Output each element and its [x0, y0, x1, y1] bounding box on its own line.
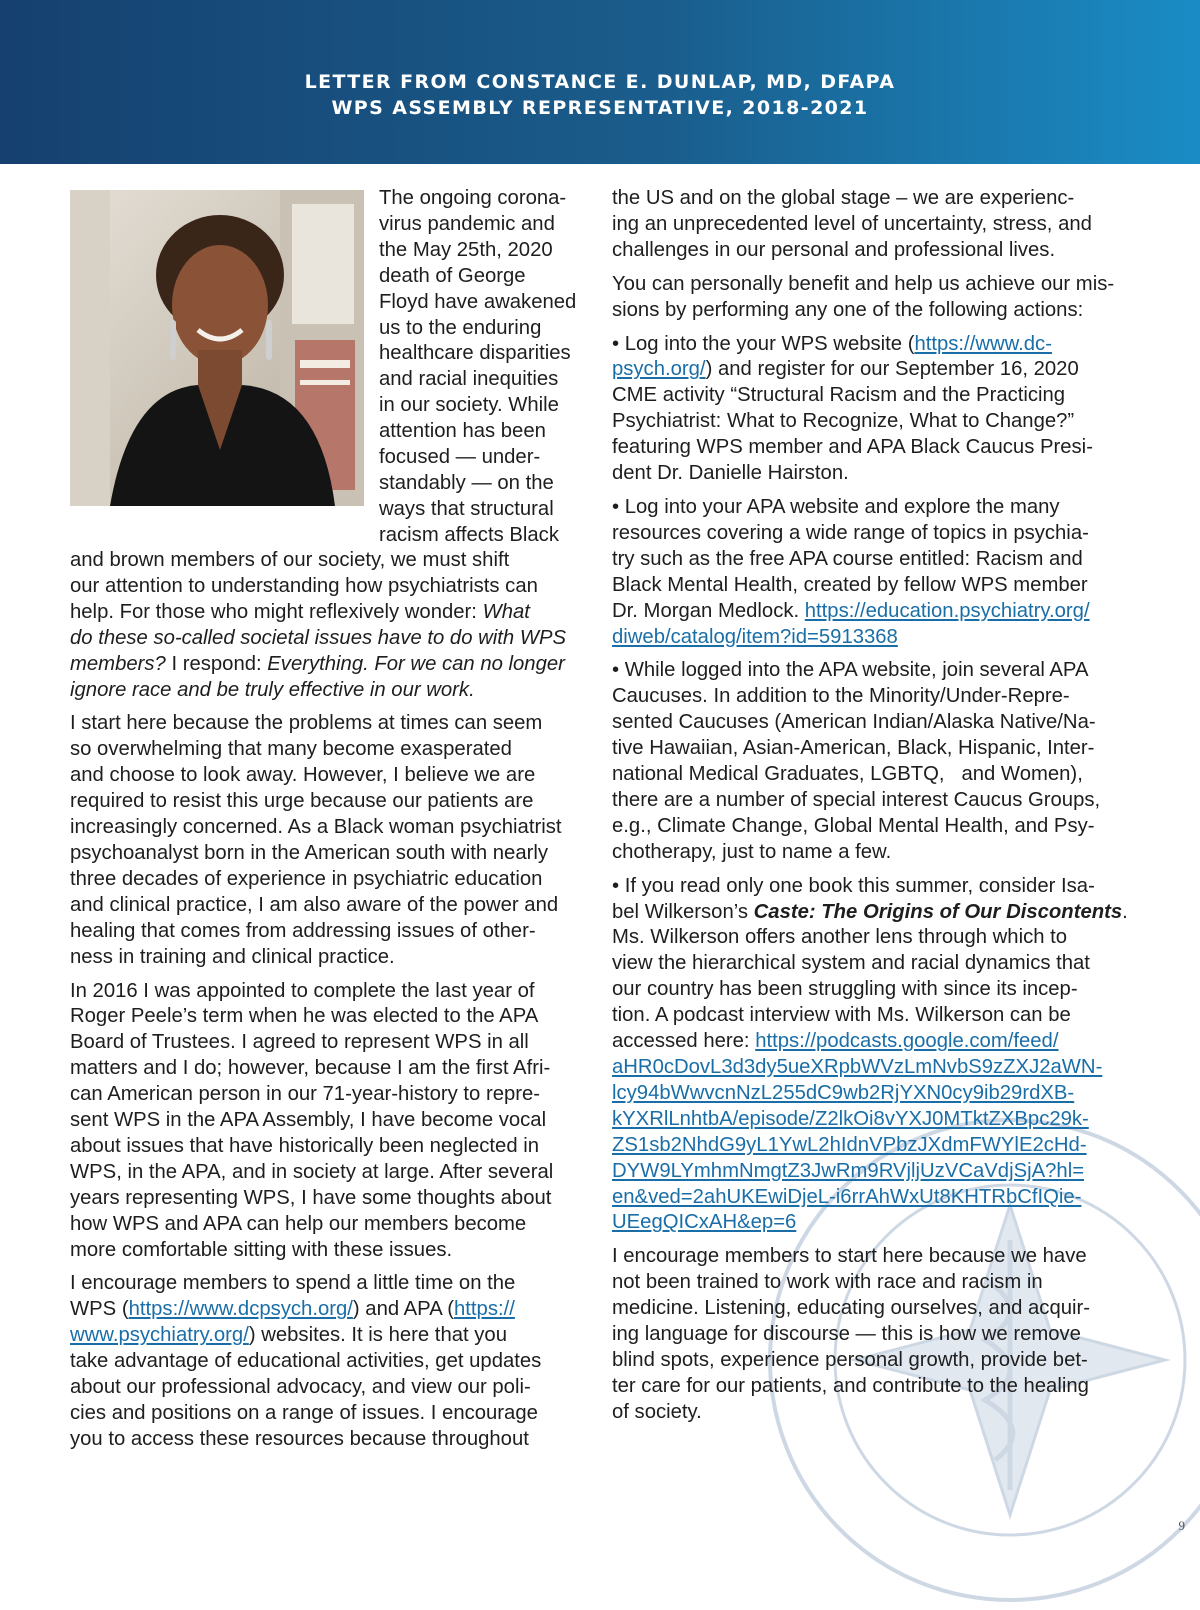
paragraph-4 [70, 1271, 595, 1452]
podcast-link[interactable]: ZS1sb2NhdG9yL1YwL2hIdnVPbzJXdmFWYlE2cHd- [612, 1133, 1087, 1156]
bullet-caucuses [612, 658, 1132, 865]
text-line: featuring WPS member and APA Black Caucus Presi- [612, 436, 1093, 459]
text-line: take advantage of educational activities, get updates [70, 1350, 542, 1373]
text-line: and clinical practice, I am also aware of the power and [70, 893, 559, 916]
intro-text-beside-photo [379, 186, 604, 549]
text-line: sented Caucuses (American Indian/Alaska Native/Na- [612, 711, 1096, 734]
text-line: psych.org/) and register for our September 16, 2020 [612, 358, 1079, 381]
podcast-link[interactable]: lcy94bWwvcnNzL255dC9wb2RjYXN0cy9ib29rdXB- [612, 1081, 1075, 1104]
text-line: Roger Peele’s term when he was elected to the APA [70, 1005, 539, 1028]
text-line: chotherapy, just to name a few. [612, 840, 892, 863]
apa-website-link[interactable]: www.psychiatry.org/ [70, 1324, 249, 1347]
intro-line: focused — under- [379, 446, 541, 469]
podcast-link[interactable]: UEegQICxAH&ep=6 [612, 1211, 797, 1234]
intro-line: and racial inequities [379, 368, 559, 391]
paragraph-1 [70, 548, 595, 703]
text-line: try such as the free APA course entitled: Racism and [612, 547, 1083, 570]
page-number: 9 [1178, 1518, 1185, 1533]
text-line: tive Hawaiian, Asian-American, Black, Hispanic, Inter- [612, 737, 1095, 760]
podcast-link[interactable]: DYW9LYmhmNmgtZ3JwRm9RVjljUzVCaVdjSjA?hl= [612, 1159, 1085, 1182]
apa-course-link[interactable]: https://education.psychiatry.org/ [804, 599, 1090, 622]
text-line: Psychiatrist: What to Recognize, What to Change?” [612, 410, 1075, 433]
podcast-link[interactable]: https://podcasts.google.com/feed/ [755, 1030, 1059, 1053]
question-text: do these so-called societal issues have to do with WPS [70, 626, 567, 649]
text-line: Ms. Wilkerson offers another lens through which to [612, 926, 1068, 949]
intro-line: healthcare disparities [379, 342, 571, 365]
text-line: and choose to look away. However, I believe we are [70, 764, 536, 787]
text-line: e.g., Climate Change, Global Mental Health, and Psy- [612, 814, 1095, 837]
question-text: members? [70, 652, 166, 675]
intro-line: virus pandemic and [379, 212, 555, 235]
text-line: Board of Trustees. I agreed to represent WPS in all [70, 1031, 529, 1054]
paragraph-3 [70, 979, 595, 1264]
text-line: I encourage members to spend a little time on the [70, 1272, 516, 1295]
text-line: • While logged into the APA website, join several APA [612, 659, 1089, 682]
intro-line: standably — on the [379, 471, 554, 494]
bullet-apa-resources [612, 495, 1132, 650]
text-line: how WPS and APA can help our members become [70, 1212, 527, 1235]
text-line: Black Mental Health, created by fellow WPS member [612, 573, 1088, 596]
text-line: WPS (https://www.dcpsych.org/) and APA (https:// [70, 1298, 515, 1321]
question-text: What [482, 600, 530, 623]
text-line: matters and I do; however, because I am the first Afri- [70, 1057, 551, 1080]
text-line: ter care for our patients, and contribute to the healing [612, 1374, 1089, 1397]
podcast-link[interactable]: en&ved=2ahUKEwiDjeL-i6rrAhWxUt8KHTRbCfIQie- [612, 1185, 1082, 1208]
text-line: Caucuses. In addition to the Minority/Under-Repre- [612, 685, 1070, 708]
apa-website-link[interactable]: https:// [454, 1298, 515, 1321]
intro-line: attention has been [379, 420, 546, 443]
intro-line: death of George [379, 264, 526, 287]
left-column [70, 548, 595, 1461]
intro-line: Floyd have awakened [379, 290, 577, 313]
text-line: ing language for discourse — this is how we remove [612, 1323, 1081, 1346]
book-title: Caste: The Origins of Our Discontents [753, 900, 1123, 923]
text-line: not been trained to work with race and racism in [612, 1271, 1043, 1294]
text-line: blind spots, experience personal growth, provide bet- [612, 1348, 1088, 1371]
intro-line: racism affects Black [379, 523, 559, 546]
text-line: can American person in our 71-year-history to repre- [70, 1083, 541, 1106]
text-line: healing that comes from addressing issues of other- [70, 919, 536, 942]
text-line: cies and positions on a range of issues. I encourage [70, 1402, 538, 1424]
text-line: you to access these resources because throughout [70, 1427, 529, 1450]
text-line: www.psychiatry.org/) websites. It is here that you [70, 1324, 507, 1347]
text-line: so overwhelming that many become exasperated [70, 738, 512, 761]
text-line [70, 678, 595, 704]
text-line: Dr. Morgan Medlock. https://education.psychiatry.org/ [612, 599, 1090, 622]
paragraph-closing [612, 1244, 1132, 1425]
text-line: our attention to understanding how psychiatrists can [70, 574, 538, 597]
podcast-link[interactable]: kYXRlLnhtbA/episode/Z2lkOi8vYXJ0MTktZXBpc29k- [612, 1107, 1089, 1130]
paragraph-r2 [612, 272, 1132, 324]
intro-line: us to the enduring [379, 316, 542, 339]
text-line: ing an unprecedented level of uncertainty, stress, and [612, 212, 1092, 235]
text-line: three decades of experience in psychiatric education [70, 867, 543, 890]
text-line: increasingly concerned. As a Black woman psychiatrist [70, 816, 562, 839]
text-line: I encourage members to start here because we have [612, 1245, 1087, 1268]
text-line [70, 626, 595, 652]
dcpsych-link[interactable]: https://www.dc- [914, 332, 1052, 355]
header-banner [0, 0, 1200, 164]
podcast-link[interactable]: aHR0cDovL3d3dy5ueXRpbWVzLmNvbS9zZXJ2aWN- [612, 1056, 1103, 1078]
text-line: CME activity “Structural Racism and the Practicing [612, 384, 1066, 407]
intro-line: the May 25th, 2020 [379, 238, 553, 261]
text-line: medicine. Listening, educating ourselves, and acquir- [612, 1297, 1091, 1320]
intro-line: The ongoing corona- [379, 187, 567, 209]
wps-website-link[interactable]: https://www.dcpsych.org/ [128, 1298, 353, 1321]
text-line: You can personally benefit and help us achieve our mis- [612, 272, 1115, 295]
text-line: resources covering a wide range of topics in psychia- [612, 521, 1089, 544]
text-line: • Log into the your WPS website (https://www.dc- [612, 332, 1052, 355]
text-line: national Medical Graduates, LGBTQ, and Women), [612, 763, 1083, 786]
header-title-line1: LETTER FROM CONSTANCE E. DUNLAP, MD, DFAPA [304, 71, 896, 93]
text-line: our country has been struggling with since its incep- [612, 978, 1078, 1001]
text-line: and brown members of our society, we must shift [70, 549, 510, 571]
text-line: dent Dr. Danielle Hairston. [612, 462, 849, 485]
bullet-wps-registration [612, 332, 1132, 487]
text-line: accessed here: https://podcasts.google.com/feed/ [612, 1030, 1059, 1053]
text-line: more comfortable sitting with these issues. [70, 1238, 453, 1261]
text-line: • Log into your APA website and explore the many [612, 495, 1060, 518]
text-line: psychoanalyst born in the American south with nearly [70, 841, 548, 864]
answer-text: Everything. For we can no longer [267, 652, 565, 675]
intro-line: in our society. While [379, 394, 559, 417]
dcpsych-link[interactable]: psych.org/ [612, 358, 706, 381]
paragraph-r1 [612, 186, 1132, 264]
text-line: bel Wilkerson’s Caste: The Origins of Our Discontents. [612, 900, 1128, 923]
text-line: members? I respond: Everything. For we can no longer [70, 652, 565, 675]
text-line: sions by performing any one of the following actions: [612, 298, 1084, 321]
text-line: there are a number of special interest Caucus Groups, [612, 788, 1101, 811]
author-portrait [70, 190, 364, 506]
text-line: about issues that have historically been neglected in [70, 1134, 540, 1157]
text-line: help. For those who might reflexively wonder: What [70, 600, 530, 623]
text-line: ness in training and clinical practice. [70, 945, 395, 968]
text-line: In 2016 I was appointed to complete the last year of [70, 979, 535, 1002]
text-line: • If you read only one book this summer, consider Isa- [612, 874, 1095, 897]
text-line: of society. [612, 1400, 702, 1423]
text-line: view the hierarchical system and racial dynamics that [612, 952, 1090, 975]
text-line: sent WPS in the APA Assembly, I have become vocal [70, 1109, 547, 1132]
text-line: required to resist this urge because our patients are [70, 790, 534, 813]
text-line: about our professional advocacy, and view our poli- [70, 1376, 531, 1399]
apa-course-link[interactable]: diweb/catalog/item?id=5913368 [612, 625, 898, 648]
text-line [612, 625, 1132, 651]
bullet-book [612, 874, 1132, 1237]
text-line: years representing WPS, I have some thoughts about [70, 1186, 552, 1209]
text-line: tion. A podcast interview with Ms. Wilkerson can be [612, 1004, 1071, 1027]
text-line: the US and on the global stage – we are experienc- [612, 187, 1075, 209]
text-line: I start here because the problems at times can seem [70, 712, 543, 735]
paragraph-2 [70, 711, 595, 970]
right-column [612, 186, 1132, 1434]
header-title-line2: WPS ASSEMBLY REPRESENTATIVE, 2018-2021 [331, 97, 869, 119]
text-line: WPS, in the APA, and in society at large. After several [70, 1160, 554, 1183]
intro-line: ways that structural [379, 497, 554, 520]
answer-text: ignore race and be truly effective in our work. [70, 678, 475, 701]
text-line: challenges in our personal and professional lives. [612, 238, 1056, 261]
